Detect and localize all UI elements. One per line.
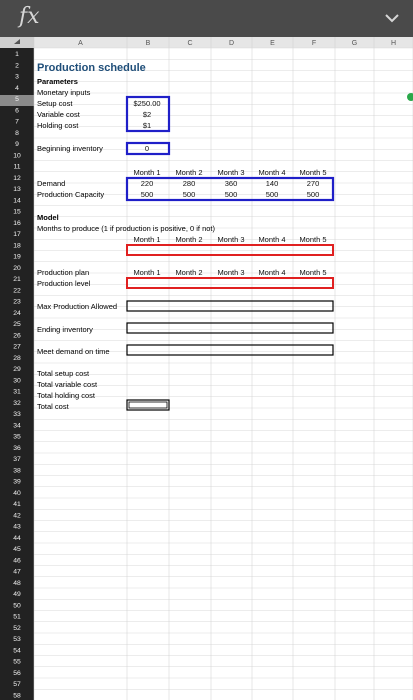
label-holding-cost: Holding cost: [37, 121, 79, 130]
row-header-37[interactable]: 37: [13, 456, 21, 463]
capacity-cell-1[interactable]: 500: [140, 190, 154, 199]
row-header-50[interactable]: 50: [13, 602, 21, 610]
production-plan-header-1[interactable]: Month 1: [133, 268, 161, 277]
row-header-18[interactable]: 18: [13, 242, 21, 250]
production-plan-header-3[interactable]: Month 3: [217, 268, 245, 277]
months-to-produce-header-3[interactable]: Month 3: [217, 235, 245, 244]
label-variable-cost: Variable cost: [37, 110, 80, 119]
demand-cell-5[interactable]: 270: [306, 179, 320, 188]
row-header-10[interactable]: 10: [13, 152, 21, 160]
capacity-cell-3[interactable]: 500: [224, 190, 238, 199]
row-header-27[interactable]: 27: [13, 343, 21, 351]
label-months-to-produce: Months to produce (1 if production is positive, 0 if not): [37, 224, 216, 233]
value-setup-cost[interactable]: $250.00: [133, 99, 161, 108]
label-total-holding-cost: Total holding cost: [37, 391, 95, 400]
column-header-a[interactable]: A: [78, 40, 83, 47]
months-to-produce-header-2[interactable]: Month 2: [175, 235, 203, 244]
label-production-capacity: Production Capacity: [37, 190, 105, 199]
label-production-plan: Production plan: [37, 268, 90, 277]
label-total-setup-cost: Total setup cost: [37, 369, 90, 378]
month-header-4[interactable]: Month 4: [258, 168, 286, 177]
row-header-47[interactable]: 47: [13, 568, 21, 576]
row-header-52[interactable]: 52: [13, 624, 21, 632]
fx-icon: fx: [19, 4, 40, 29]
ending-inventory-box: [127, 323, 333, 333]
value-beginning-inventory[interactable]: 0: [144, 144, 150, 153]
column-header-c[interactable]: C: [187, 40, 193, 47]
row-header-54[interactable]: 54: [13, 647, 21, 655]
month-header-2[interactable]: Month 2: [175, 168, 203, 177]
months-to-produce-header-5[interactable]: Month 5: [299, 235, 327, 244]
row-header-42[interactable]: 42: [13, 512, 21, 520]
capacity-cell-2[interactable]: 500: [182, 190, 196, 199]
row-header-58[interactable]: 58: [13, 692, 21, 700]
column-header-e[interactable]: E: [270, 40, 275, 47]
label-production-level: Production level: [37, 279, 91, 288]
row-header-44[interactable]: 44: [13, 534, 21, 542]
row-header-3[interactable]: 3: [15, 73, 19, 81]
row-header-39[interactable]: 39: [13, 478, 21, 486]
row-header-55[interactable]: 55: [13, 658, 21, 666]
row-header-53[interactable]: 53: [13, 636, 21, 643]
max-production-box: [127, 301, 333, 311]
months-to-produce-header-4[interactable]: Month 4: [258, 235, 286, 244]
column-header-g[interactable]: G: [351, 40, 358, 47]
label-ending-inventory: Ending inventory: [37, 325, 93, 334]
demand-cell-3[interactable]: 360: [224, 179, 238, 188]
row-header-32[interactable]: 32: [13, 399, 21, 407]
row-header-8[interactable]: 8: [15, 129, 19, 137]
row-header-46[interactable]: 46: [13, 557, 21, 565]
spreadsheet-grid[interactable]: [0, 37, 413, 700]
month-header-5[interactable]: Month 5: [299, 168, 327, 177]
row-header-15[interactable]: 15: [13, 208, 21, 216]
row-header-51[interactable]: 51: [13, 613, 21, 621]
row-header-23[interactable]: 23: [13, 298, 21, 306]
total-cost-inner-box: [129, 402, 167, 408]
row-header-1[interactable]: 1: [15, 51, 19, 58]
row-header-14[interactable]: 14: [13, 197, 21, 205]
row-header-4[interactable]: 4: [15, 84, 19, 92]
chevron-down-icon[interactable]: [384, 11, 400, 25]
row-header-13[interactable]: 13: [13, 186, 21, 193]
row-header-40[interactable]: 40: [13, 489, 21, 497]
production-plan-header-2[interactable]: Month 2: [175, 268, 203, 277]
row-header-28[interactable]: 28: [13, 354, 21, 362]
capacity-cell-4[interactable]: 500: [265, 190, 279, 199]
row-header-25[interactable]: 25: [13, 321, 21, 328]
row-header-38[interactable]: 38: [13, 467, 21, 475]
label-setup-cost: Setup cost: [37, 99, 73, 108]
capacity-cell-5[interactable]: 500: [306, 190, 320, 199]
column-header-h[interactable]: H: [390, 40, 397, 47]
meet-demand-box: [127, 345, 333, 355]
label-demand: Demand: [37, 179, 66, 188]
label-monetary-inputs: Monetary inputs: [37, 88, 91, 97]
production-level-box: [127, 278, 333, 288]
month-header-3[interactable]: Month 3: [217, 168, 245, 177]
row-header-24[interactable]: 24: [13, 309, 21, 317]
row-header-22[interactable]: 22: [13, 287, 21, 295]
label-model: Model: [37, 213, 59, 222]
status-dot: [407, 93, 413, 101]
row-header-36[interactable]: 36: [13, 444, 21, 452]
row-header-29[interactable]: 29: [13, 366, 21, 373]
column-header-f[interactable]: F: [311, 40, 317, 47]
total-cost-box: [127, 400, 169, 410]
value-holding-cost[interactable]: $1: [142, 121, 152, 130]
label-max-production-allowed: Max Production Allowed: [37, 302, 118, 311]
row-header-17[interactable]: 17: [13, 231, 21, 238]
row-header-43[interactable]: 43: [13, 523, 21, 531]
row-header-5[interactable]: 5: [15, 96, 19, 103]
label-total-cost: Total cost: [37, 402, 69, 411]
row-header-6[interactable]: 6: [15, 107, 19, 115]
demand-cell-1[interactable]: 220: [140, 179, 154, 188]
row-header-11[interactable]: 11: [13, 163, 21, 171]
months-to-produce-header-1[interactable]: Month 1: [133, 235, 161, 244]
row-header-21[interactable]: 21: [13, 276, 21, 283]
row-header-45[interactable]: 45: [13, 546, 21, 553]
formula-bar[interactable]: [0, 0, 413, 37]
row-header-12[interactable]: 12: [13, 174, 21, 182]
row-header-34[interactable]: 34: [13, 422, 21, 430]
production-plan-header-5[interactable]: Month 5: [299, 268, 327, 277]
sheet-title: Production schedule: [37, 62, 146, 74]
month-header-1[interactable]: Month 1: [133, 168, 161, 177]
column-header-d[interactable]: D: [228, 40, 235, 47]
row-header-30[interactable]: 30: [13, 377, 21, 385]
row-header-33[interactable]: 33: [13, 411, 21, 418]
row-header-41[interactable]: 41: [13, 501, 21, 508]
row-header-2[interactable]: 2: [15, 62, 19, 70]
production-plan-header-4[interactable]: Month 4: [258, 268, 286, 277]
demand-cell-2[interactable]: 280: [182, 179, 196, 188]
value-variable-cost[interactable]: $2: [142, 110, 152, 119]
row-header-26[interactable]: 26: [13, 332, 21, 340]
row-header-56[interactable]: 56: [13, 669, 21, 677]
label-meet-demand: Meet demand on time: [37, 347, 110, 356]
label-beginning-inventory: Beginning inventory: [37, 144, 103, 153]
row-header-35[interactable]: 35: [13, 433, 21, 441]
label-parameters: Parameters: [37, 77, 78, 86]
label-total-variable-cost: Total variable cost: [37, 380, 98, 389]
row-header-57[interactable]: 57: [13, 681, 21, 688]
row-header-49[interactable]: 49: [13, 591, 21, 598]
row-header-20[interactable]: 20: [13, 264, 21, 272]
months-to-produce-box: [127, 245, 333, 255]
row-header-48[interactable]: 48: [13, 579, 21, 587]
row-header-9[interactable]: 9: [15, 141, 19, 148]
row-header-19[interactable]: 19: [13, 253, 21, 261]
demand-cell-4[interactable]: 140: [265, 179, 279, 188]
row-header-16[interactable]: 16: [13, 219, 21, 227]
row-header-7[interactable]: 7: [15, 118, 19, 126]
column-header-b[interactable]: B: [145, 40, 151, 47]
row-header-31[interactable]: 31: [13, 388, 21, 396]
